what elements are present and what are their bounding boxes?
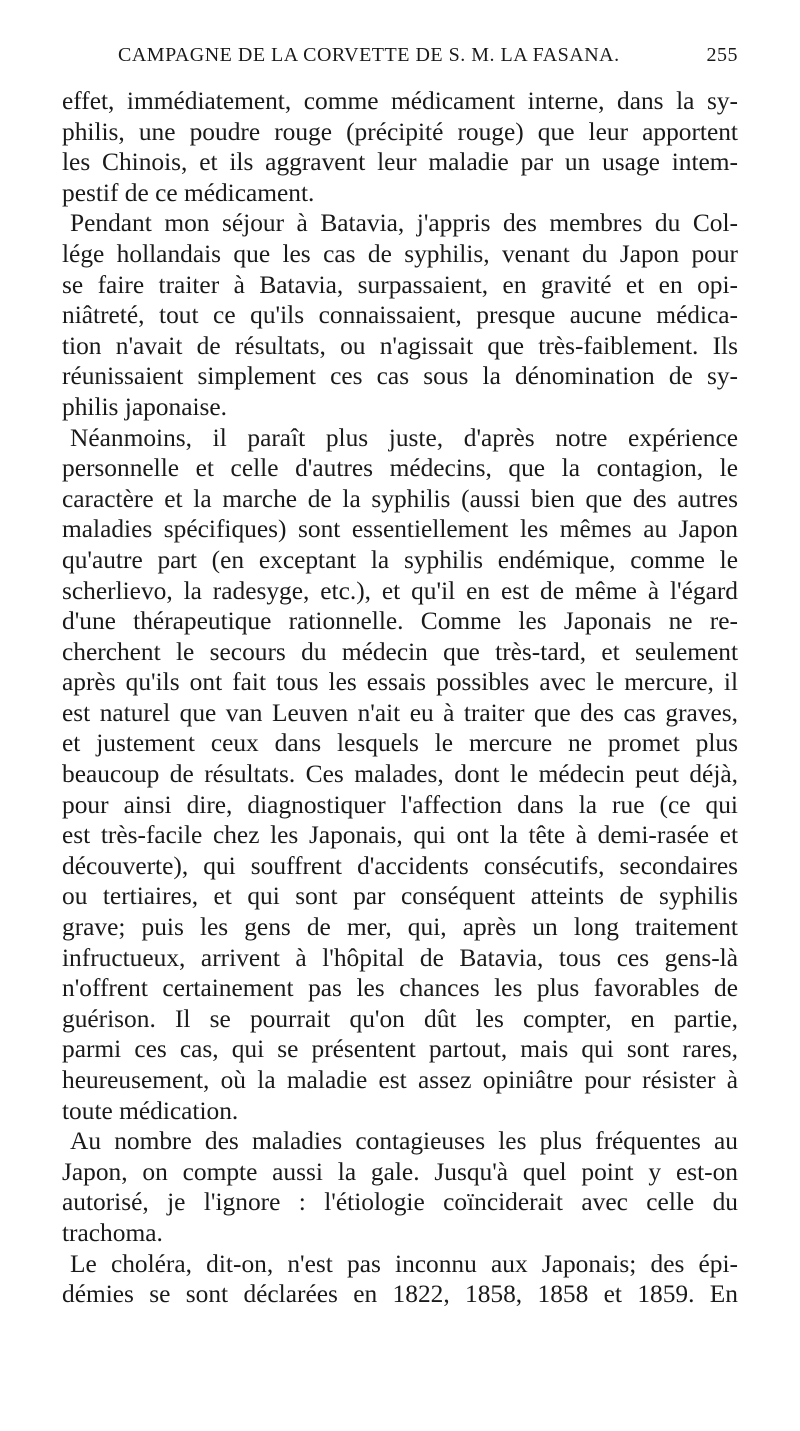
text-line: démies se sont déclarées en 1822, 1858, 1858 et 1859. En	[62, 1280, 738, 1309]
body-text	[62, 86, 738, 1310]
text-line: niâtreté, tout ce qu'ils connaissaient, presque aucune médica-	[62, 301, 738, 330]
text-line: Japon, on compte aussi la gale. Jusqu'à quel point y est-on	[62, 1157, 738, 1186]
text-line: pestif de ce médicament.	[62, 178, 315, 207]
text-line: effet, immédiatement, comme médicament interne, dans la sy-	[62, 87, 738, 115]
text-line: trachoma.	[62, 1218, 163, 1247]
text-line: lége hollandais que les cas de syphilis, venant du Japon pour	[62, 239, 738, 268]
text-line: pour ainsi dire, diagnostiquer l'affection dans la rue (ce qui	[62, 790, 738, 819]
text-line: est très-facile chez les Japonais, qui ont la tête à demi-rasée et	[62, 821, 738, 850]
text-line: est naturel que van Leuven n'ait eu à traiter que des cas graves,	[62, 698, 738, 727]
text-line: beaucoup de résultats. Ces malades, dont le médecin peut déjà,	[62, 760, 738, 789]
text-line: Néanmoins, il paraît plus juste, d'après notre expérience	[70, 423, 738, 452]
text-line: maladies spécifiques) sont essentiellement les mêmes au Japon	[62, 515, 738, 544]
text-line: caractère et la marche de la syphilis (aussi bien que des autres	[62, 484, 738, 513]
text-line: toute médication.	[62, 1096, 239, 1125]
running-title: CAMPAGNE DE LA CORVETTE DE S. M. LA FASANA.	[118, 44, 620, 66]
text-line: découverte), qui souffrent d'accidents consécutifs, secondaires	[62, 851, 738, 880]
text-line: les Chinois, et ils aggravent leur maladie par un usage intem-	[62, 148, 738, 177]
text-line: heureusement, où la maladie est assez opiniâtre pour résister à	[62, 1066, 738, 1094]
text-line: d'une thérapeutique rationnelle. Comme les Japonais ne re-	[62, 607, 738, 636]
text-line: Au nombre des maladies contagieuses les plus fréquentes au	[70, 1127, 738, 1156]
text-line: et justement ceux dans lesquels le mercure ne promet plus	[62, 729, 738, 758]
text-line: qu'autre part (en exceptant la syphilis endémique, comme le	[62, 545, 738, 574]
text-line: réunissaient simplement ces cas sous la dénomination de sy-	[62, 362, 738, 391]
page-number: 255	[706, 44, 738, 66]
text-line: grave; puis les gens de mer, qui, après un long traitement	[62, 913, 738, 942]
text-line: infructueux, arrivent à l'hôpital de Batavia, tous ces gens-là	[62, 943, 738, 972]
text-line: ou tertiaires, et qui sont par conséquent atteints de syphilis	[62, 882, 738, 911]
text-line: cherchent le secours du médecin que très-tard, et seulement	[62, 637, 738, 666]
text-line: Pendant mon séjour à Batavia, j'appris des membres du Col-	[70, 209, 738, 238]
page-header	[118, 44, 738, 74]
text-line: guérison. Il se pourrait qu'on dût les compter, en partie,	[62, 1004, 738, 1033]
text-line: tion n'avait de résultats, ou n'agissait que très-faiblement. Ils	[62, 331, 738, 360]
text-line: philis, une poudre rouge (précipité rouge) que leur apportent	[62, 117, 738, 146]
text-line: n'offrent certainement pas les chances les plus favorables de	[62, 974, 738, 1003]
text-line: se faire traiter à Batavia, surpassaient, en gravité et en opi-	[62, 270, 738, 299]
text-line: parmi ces cas, qui se présentent partout, mais qui sont rares,	[62, 1035, 738, 1064]
text-line: autorisé, je l'ignore : l'étiologie coïnciderait avec celle du	[62, 1188, 738, 1217]
text-line: scherlievo, la radesyge, etc.), et qu'il en est de même à l'égard	[62, 576, 738, 605]
text-line: philis japonaise.	[62, 392, 228, 421]
text-line: après qu'ils ont fait tous les essais possibles avec le mercure, il	[62, 668, 738, 697]
text-line: Le choléra, dit-on, n'est pas inconnu aux Japonais; des épi-	[70, 1249, 738, 1278]
text-line: personnelle et celle d'autres médecins, que la contagion, le	[62, 454, 738, 483]
